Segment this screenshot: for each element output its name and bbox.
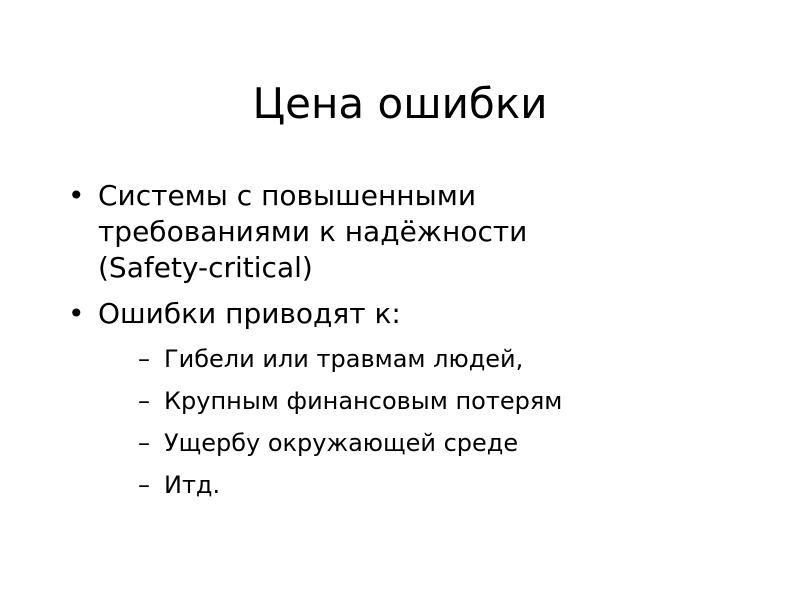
sub-bullet-text: Итд. [164,471,221,499]
sub-bullet-text: Крупным финансовым потерям [164,387,563,415]
bullet-marker: • [68,179,85,212]
bullet-text-line: требованиями к надёжности [98,215,528,248]
sub-bullet-text: Ущербу окружающей среде [164,429,519,457]
bullet-marker: • [68,297,85,330]
slide-title: Цена ошибки [252,79,548,128]
bullet-text-line: (Safety-critical) [98,251,313,284]
bullet-list [62,178,762,516]
bullet-text-line: Системы с повышенными [98,179,477,212]
bullet-item-errors-lead-to [62,296,762,506]
sub-bullet-text: Гибели или травмам людей, [164,345,524,373]
sub-bullet-list [98,338,762,506]
sub-bullet-item [98,338,762,380]
sub-bullet-item [98,422,762,464]
sub-bullet-item [98,464,762,506]
dash-marker: – [138,345,150,373]
dash-marker: – [138,387,150,415]
dash-marker: – [138,471,150,499]
sub-bullet-item [98,380,762,422]
dash-marker: – [138,429,150,457]
bullet-item-safety-critical [62,178,762,286]
bullet-text-line: Ошибки приводят к: [98,297,401,330]
